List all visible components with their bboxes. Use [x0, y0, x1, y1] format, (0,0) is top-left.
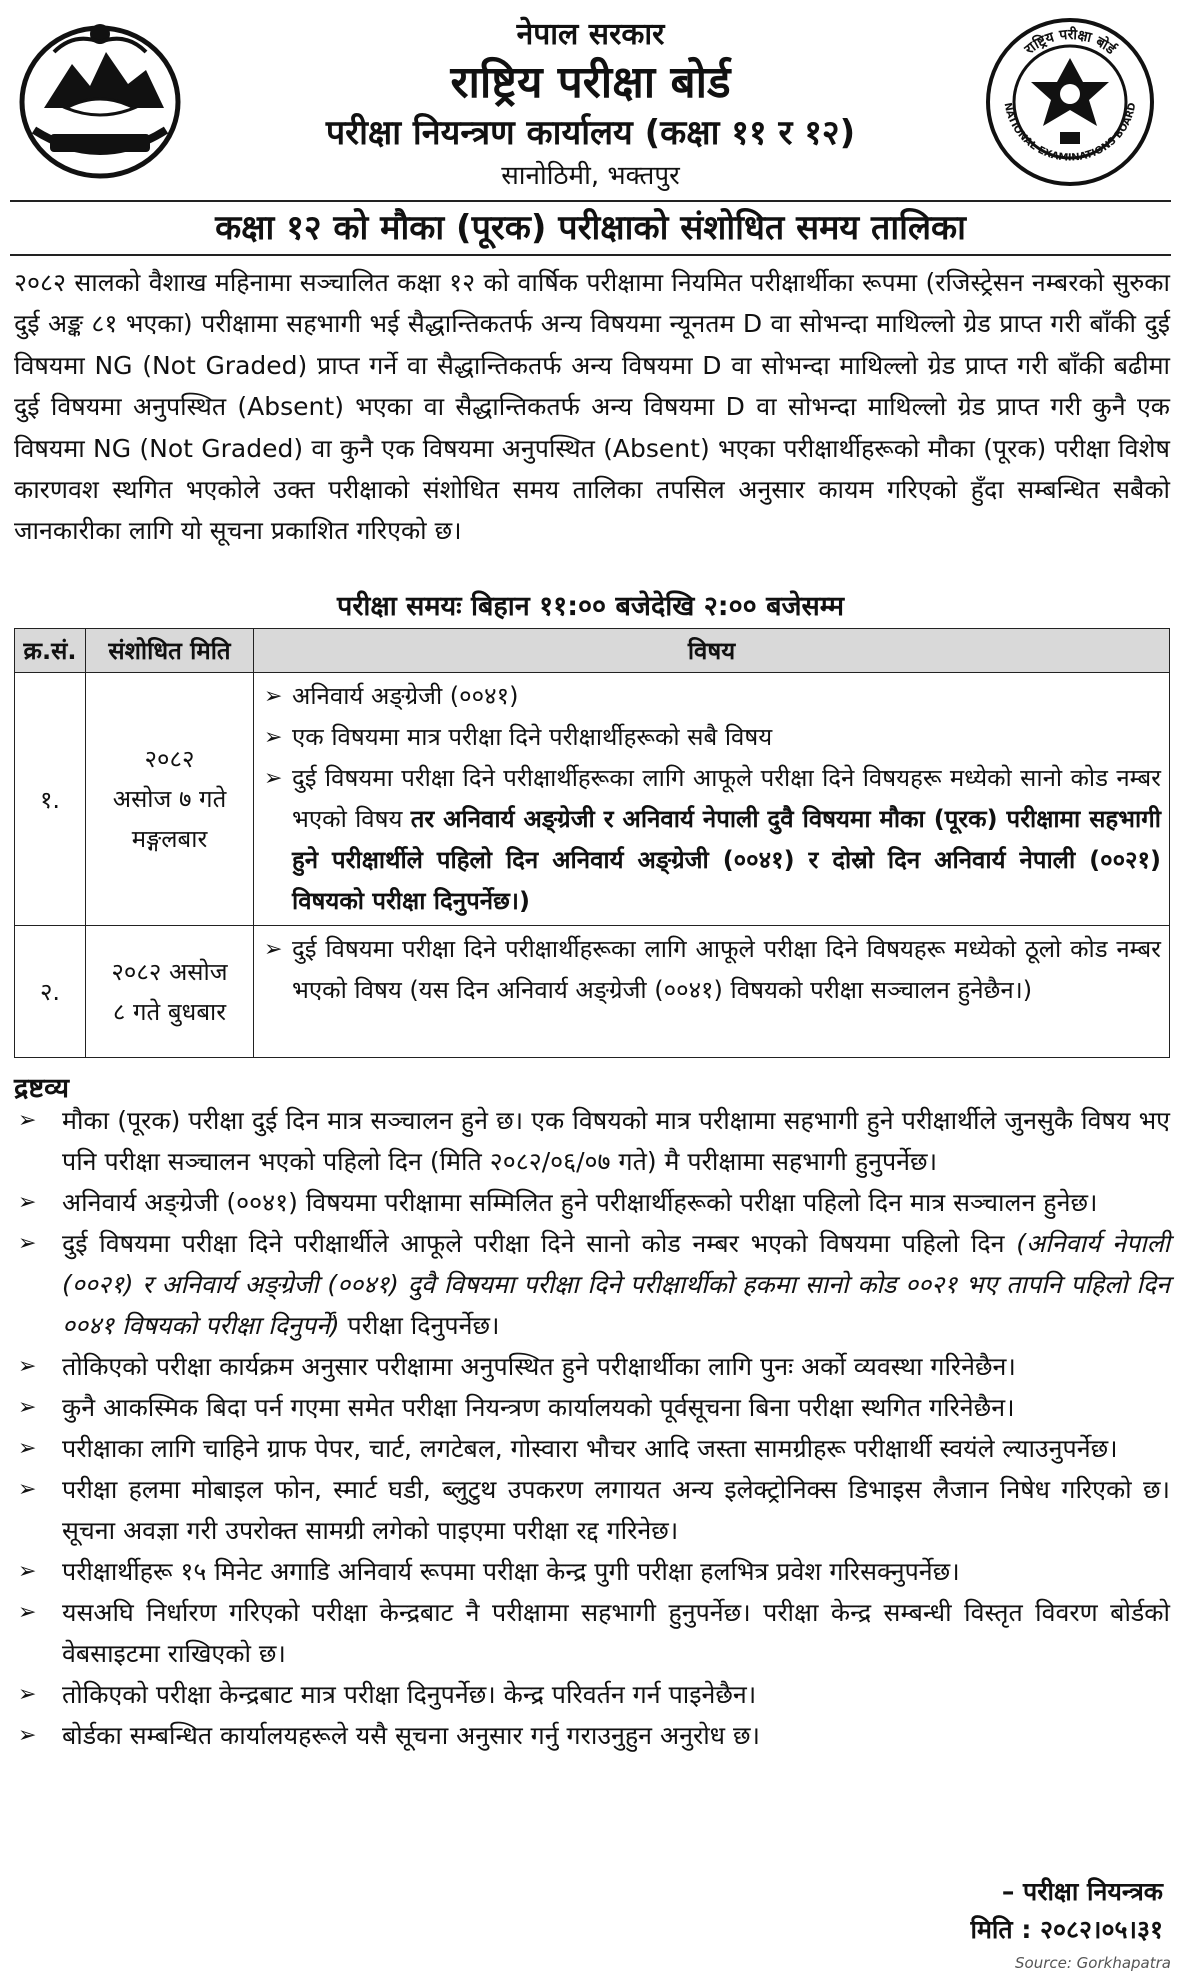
arrow-bullet-icon: ➢: [18, 1559, 37, 1584]
subject-item: [262, 676, 1161, 717]
note-text: तोकिएको परीक्षा कार्यक्रम अनुसार परीक्षामा अनुपस्थित हुने परीक्षार्थीका लागि पुनः अर्को व्यवस्था गरिनेछैन।: [62, 1352, 1016, 1381]
note-text: मौका (पूरक) परीक्षा दुई दिन मात्र सञ्चालन हुने छ। एक विषयको मात्र परीक्षामा सहभागी हुने परीक्षार्थीले जुनसुकै विषय भए पनि परीक्षा सञ्चालन भएको पहिलो दिन (मिति २०८२/०६/०७ गते) मै परीक्षामा सहभागी हुनुपर्नेछ।: [62, 1106, 1170, 1176]
note-text: तोकिएको परीक्षा केन्द्रबाट मात्र परीक्षा दिनुपर्नेछ। केन्द्र परिवर्तन गर्न पाइनेछैन।: [62, 1680, 757, 1709]
note-item: [14, 1100, 1170, 1182]
row-date: [86, 926, 254, 1058]
row-subjects: [254, 926, 1170, 1058]
note-item: [14, 1592, 1170, 1674]
subject-text: एक विषयमा मात्र परीक्षा दिने परीक्षार्थीहरूको सबै विषय: [292, 723, 773, 751]
note-item: [14, 1715, 1170, 1756]
note-item: [14, 1428, 1170, 1469]
note-item: [14, 1387, 1170, 1428]
note-text: अनिवार्य अङ्ग्रेजी (००४१) विषयमा परीक्षामा सम्मिलित हुने परीक्षार्थीहरूको परीक्षा पहिलो दिन मात्र सञ्चालन हुनेछ।: [62, 1188, 1098, 1217]
notice-title: कक्षा १२ को मौका (पूरक) परीक्षाको संशोधित समय तालिका: [10, 200, 1171, 256]
notice-header: [0, 0, 1181, 200]
table-row: [15, 673, 1170, 926]
arrow-bullet-icon: ➢: [264, 937, 283, 962]
exam-time: परीक्षा समयः बिहान ११:०० बजेदेखि २:०० बजेसम्म: [336, 591, 845, 622]
arrow-bullet-icon: ➢: [264, 725, 283, 750]
issue-date: मिति : २०८२।०५।३१: [970, 1915, 1163, 1944]
seal-top-text: राष्ट्रिय परीक्षा बोर्ड: [1021, 26, 1119, 58]
header-board: राष्ट्रिय परीक्षा बोर्ड: [450, 57, 731, 108]
svg-text:राष्ट्रिय परीक्षा बोर्ड: [1021, 26, 1120, 59]
note-text: दुई विषयमा परीक्षा दिने परीक्षार्थीले आफूले परीक्षा दिने सानो कोड नम्बर भएको विषयमा पहिलो दिन: [62, 1229, 1017, 1258]
row-subjects: [254, 673, 1170, 926]
row-sn: २.: [15, 926, 86, 1058]
subject-text-bold: तर अनिवार्य अङ्ग्रेजी र अनिवार्य नेपाली दुवै विषयमा मौका (पूरक) परीक्षामा सहभागी हुने परीक्षार्थीले पहिलो दिन अनिवार्य अङ्ग्रेजी (००४१) र दोस्रो दिन अनिवार्य नेपाली (००२१) विषयको परीक्षा दिनुपर्नेछ।): [292, 805, 1161, 915]
notes-list: [14, 1100, 1170, 1756]
arrow-bullet-icon: ➢: [18, 1682, 37, 1707]
note-item: [14, 1469, 1170, 1551]
header-address: सानोठिमी, भक्तपुर: [501, 161, 680, 191]
arrow-bullet-icon: ➢: [18, 1108, 37, 1133]
table-row: [15, 926, 1170, 1058]
subject-item: [262, 929, 1161, 1011]
neb-seal-icon: [975, 6, 1165, 192]
note-text: परीक्षाका लागि चाहिने ग्राफ पेपर, चार्ट, लगटेबल, गोस्वारा भौचर आदि जस्ता सामग्रीहरू परीक्षार्थी स्वयंले ल्याउनुपर्नेछ।: [62, 1434, 1118, 1463]
arrow-bullet-icon: ➢: [18, 1436, 37, 1461]
col-header-subject: विषय: [254, 629, 1170, 673]
subject-text: दुई विषयमा परीक्षा दिने परीक्षार्थीहरूका लागि आफूले परीक्षा दिने विषयहरू मध्येको ठूलो कोड नम्बर भएको विषय (यस दिन अनिवार्य अङ्ग्रेजी (००४१) विषयको परीक्षा सञ्चालन हुनेछैन।): [292, 935, 1161, 1004]
col-header-date: संशोधित मिति: [86, 629, 254, 673]
source-credit: Source: Gorkhapatra: [1015, 1954, 1171, 1972]
row-date: [86, 673, 254, 926]
note-text-italic: (अनिवार्य नेपाली (००२१) र अनिवार्य अङ्ग्रेजी (००४१) दुवै विषयमा परीक्षा दिने परीक्षार्थीको हकमा सानो कोड ००२१ भए तापनि पहिलो दिन ००४१ विषयको परीक्षा दिनुपर्ने): [62, 1229, 1170, 1340]
notes-title: द्रष्टव्य: [14, 1073, 69, 1104]
arrow-bullet-icon: ➢: [18, 1395, 37, 1420]
note-text: यसअघि निर्धारण गरिएको परीक्षा केन्द्रबाट नै परीक्षामा सहभागी हुनुपर्नेछ। परीक्षा केन्द्र सम्बन्धी विस्तृत विवरण बोर्डको वेबसाइटमा राखिएको छ।: [62, 1598, 1170, 1668]
note-item: [14, 1182, 1170, 1223]
arrow-bullet-icon: ➢: [18, 1190, 37, 1215]
schedule-table: [14, 628, 1170, 1058]
seal-bottom-text: NATIONAL EXAMINATIONS BOARD: [1001, 101, 1139, 164]
arrow-bullet-icon: ➢: [18, 1354, 37, 1379]
note-item: [14, 1346, 1170, 1387]
arrow-bullet-icon: ➢: [18, 1477, 37, 1502]
header-office: परीक्षा नियन्त्रण कार्यालय (कक्षा ११ र १२): [325, 113, 856, 153]
row-date-line: २०८२: [144, 745, 195, 773]
note-text: परीक्षा दिनुपर्नेछ।: [339, 1311, 500, 1340]
arrow-bullet-icon: ➢: [18, 1723, 37, 1748]
signature: – परीक्षा नियन्त्रक: [1001, 1877, 1163, 1906]
arrow-bullet-icon: ➢: [264, 766, 283, 791]
intro-paragraph: २०८२ सालको वैशाख महिनामा सञ्चालित कक्षा १२ को वार्षिक परीक्षामा नियमित परीक्षार्थीका रूपमा (रजिस्ट्रेसन नम्बरको सुरुका दुई अङ्क ८१ भएका) परीक्षामा सहभागी भई सैद्धान्तिकतर्फ अन्य विषयमा न्यूनतम D वा सोभन्दा माथिल्लो ग्रेड प्राप्त गरी बाँकी दुई विषयमा NG (Not Graded) प्राप्त गर्ने वा सैद्धान्तिकतर्फ अन्य विषयमा D वा सोभन्दा माथिल्लो ग्रेड प्राप्त गरी बाँकी बढीमा दुई विषयमा अनुपस्थित (Absent) भएका वा सैद्धान्तिकतर्फ अन्य विषयमा D वा सोभन्दा माथिल्लो ग्रेड प्राप्त गरी कुनै एक विषयमा NG (Not Graded) वा कुनै एक विषयमा अनुपस्थित (Absent) भएका परीक्षार्थीहरूको मौका (पूरक) परीक्षा विशेष कारणवश स्थगित भएकोले उक्त परीक्षाको संशोधित समय तालिका तपसिल अनुसार कायम गरिएको हुँदा सम्बन्धित सबैको जानकारीका लागि यो सूचना प्रकाशित गरिएको छ।: [14, 268, 1170, 546]
note-item: [14, 1223, 1170, 1346]
note-text: कुनै आकस्मिक बिदा पर्न गएमा समेत परीक्षा नियन्त्रण कार्यालयको पूर्वसूचना बिना परीक्षा स्थगित गरिनेछैन।: [62, 1393, 1015, 1422]
arrow-bullet-icon: ➢: [264, 684, 283, 709]
col-header-sn: क्र.सं.: [15, 629, 86, 673]
row-date-line: ८ गते बुधबार: [112, 997, 227, 1026]
arrow-bullet-icon: ➢: [18, 1600, 37, 1625]
subject-text: दुई विषयमा परीक्षा दिने परीक्षार्थीहरूका लागि आफूले परीक्षा दिने विषयहरू मध्येको सानो कोड नम्बर भएको विषय: [292, 764, 1161, 833]
subject-item: [262, 717, 1161, 758]
header-gov: नेपाल सरकार: [516, 17, 665, 52]
table-header-row: [15, 629, 1170, 673]
note-text: बोर्डका सम्बन्धित कार्यालयहरूले यसै सूचना अनुसार गर्नु गराउनुहुन अनुरोध छ।: [62, 1721, 760, 1750]
row-date-line: मङ्गलबार: [131, 825, 208, 853]
note-text: परीक्षार्थीहरू १५ मिनेट अगाडि अनिवार्य रूपमा परीक्षा केन्द्र पुगी परीक्षा हलभित्र प्रवेश गरिसक्नुपर्नेछ।: [62, 1557, 960, 1586]
row-date-line: असोज ७ गते: [112, 785, 227, 813]
subject-text: अनिवार्य अङ्ग्रेजी (००४१): [292, 682, 519, 710]
row-date-line: २०८२ असोज: [111, 957, 228, 986]
note-text: परीक्षा हलमा मोबाइल फोन, स्मार्ट घडी, ब्लुटुथ उपकरण लगायत अन्य इलेक्ट्रोनिक्स डिभाइस लैजान निषेध गरिएको छ। सूचना अवज्ञा गरी उपरोक्त सामग्री लगेको पाइएमा परीक्षा रद्द गरिनेछ।: [62, 1475, 1170, 1545]
row-sn: १.: [15, 673, 86, 926]
note-item: [14, 1674, 1170, 1715]
note-item: [14, 1551, 1170, 1592]
subject-item: [262, 758, 1161, 922]
arrow-bullet-icon: ➢: [18, 1231, 37, 1256]
